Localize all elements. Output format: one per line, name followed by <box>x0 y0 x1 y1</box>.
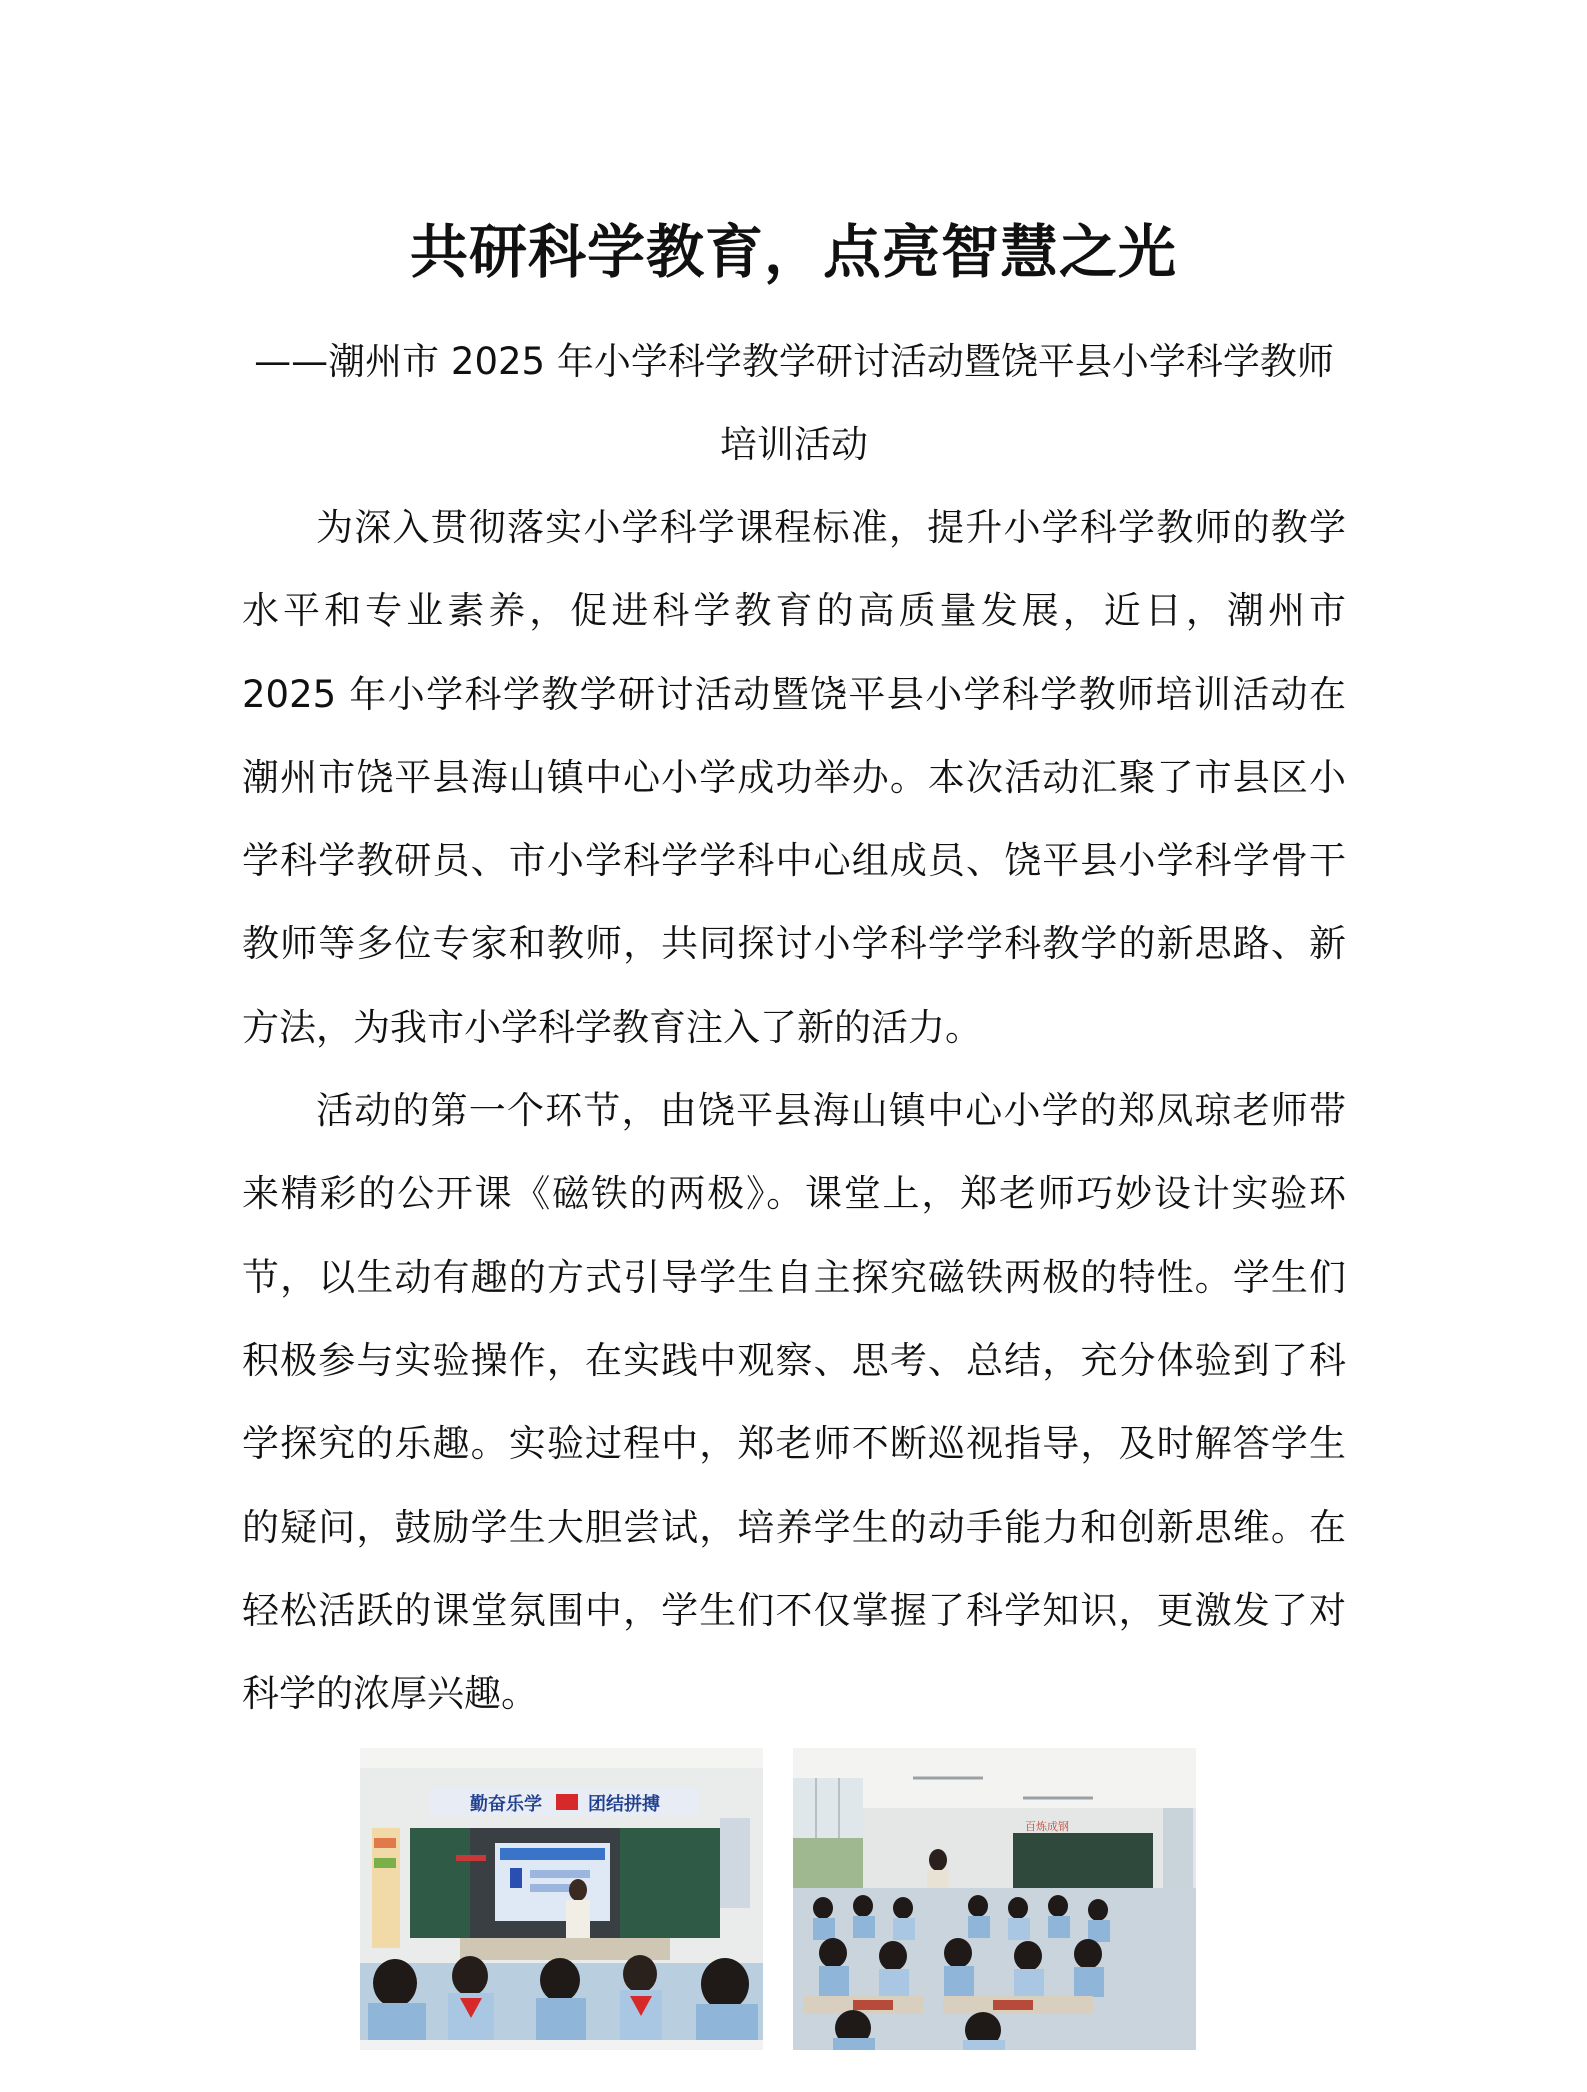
paragraph-open-class: 活动的第一个环节，由饶平县海山镇中心小学的郑凤琼老师带来精彩的公开课《磁铁的两极》。课堂上，郑老师巧妙设计实验环节，以生动有趣的方式引导学生自主探究磁铁两极的特性。学生们积极参与实验操作，在实践中观察、思考、总结，充分体验到了科学探究的乐趣。实验过程中，郑老师不断巡视指导，及时解答学生的疑问，鼓励学生大胆尝试，培养学生的动手能力和创新思维。在轻松活跃的课堂氛围中，学生们不仅掌握了科学知识，更激发了对科学的浓厚兴趣。 <box>242 1089 1346 1716</box>
banner-right-text: 团结拼搏 <box>588 1794 660 1815</box>
document-subtitle: ——潮州市 2025 年小学科学教学研讨活动暨饶平县小学科学教师培训活动 <box>254 340 1334 466</box>
classroom-front-illustration <box>360 1748 763 2050</box>
board-heading-text: 百炼成钢 <box>1025 1820 1069 1833</box>
classroom-back-illustration <box>793 1748 1196 2050</box>
document-title: 共研科学教育，点亮智慧之光 <box>409 218 1177 286</box>
classroom-back-photo <box>793 1748 1196 2050</box>
document-body <box>242 486 1346 1735</box>
banner-left-text: 勤奋乐学 <box>470 1794 542 1815</box>
classroom-front-photo <box>360 1748 763 2050</box>
paragraph-intro: 为深入贯彻落实小学科学课程标准，提升小学科学教师的教学水平和专业素养，促进科学教育的高质量发展，近日，潮州市 2025 年小学科学教学研讨活动暨饶平县小学科学教师培训活动在潮州市饶平县海山镇中心小学成功举办。本次活动汇聚了市县区小学科学教研员、市小学科学学科中心组成员、饶平县小学科学骨干教师等多位专家和教师，共同探讨小学科学学科教学的新思路、新方法，为我市小学科学教育注入了新的活力。 <box>242 506 1346 1049</box>
flag-icon <box>556 1794 578 1810</box>
